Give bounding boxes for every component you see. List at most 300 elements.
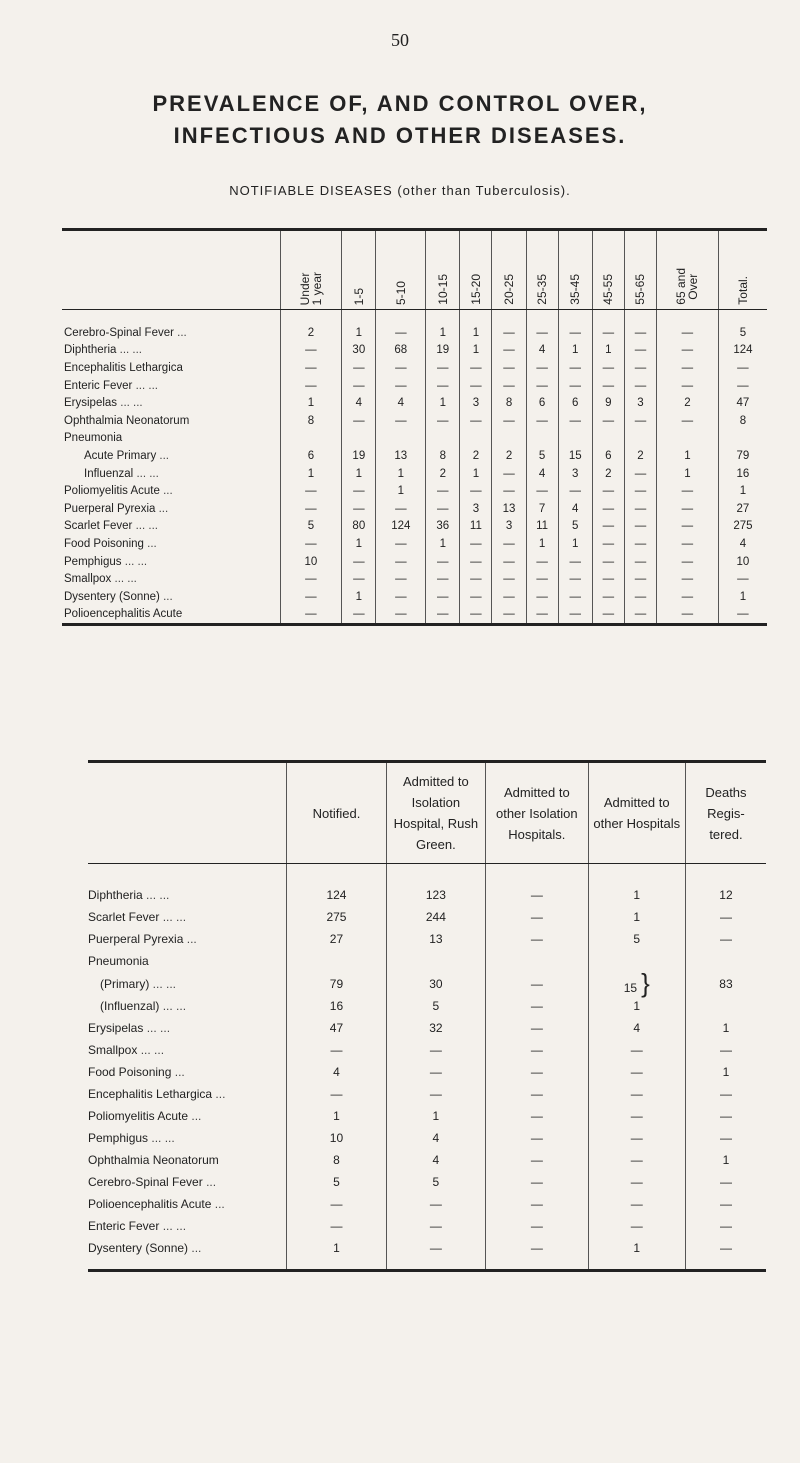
age-col-header (280, 230, 342, 310)
leader-dots: ... ... (140, 1043, 165, 1057)
table-cell: — (492, 553, 526, 571)
table-cell (486, 1083, 589, 1105)
table-cell: 8 (718, 412, 767, 430)
cell-value: 244 (425, 910, 446, 924)
table-cell (685, 1237, 766, 1271)
table-cell (685, 1149, 766, 1171)
admission-table (88, 760, 766, 1272)
table-cell: 5 (280, 518, 342, 536)
leader-dots: ... ... (119, 344, 142, 357)
table-cell (526, 430, 558, 448)
table-cell (492, 430, 526, 448)
table-cell: — (376, 570, 426, 588)
table-cell: 15 (558, 447, 592, 465)
table-cell: — (376, 588, 426, 606)
row-label: Food Poisoning (64, 537, 144, 550)
age-col-header-text: 65 and Over (674, 268, 701, 305)
cell-value: 124 (326, 888, 347, 902)
leader-dots: ... (215, 1087, 226, 1101)
table-cell: 1 (376, 482, 426, 500)
table-row (88, 1149, 766, 1171)
table-cell: — (592, 588, 624, 606)
table-cell (588, 864, 685, 907)
table-cell: — (558, 412, 592, 430)
table-cell (486, 1237, 589, 1271)
table-cell: 27 (718, 500, 767, 518)
leader-dots: ... (147, 537, 157, 550)
cell-value: 5 (633, 932, 641, 946)
table-cell (287, 972, 386, 995)
table-cell: — (492, 412, 526, 430)
row-label-cell (62, 342, 280, 360)
table-cell (386, 1237, 485, 1271)
table-cell: — (592, 377, 624, 395)
table-cell: 1 (376, 465, 426, 483)
table-cell: 5 (558, 518, 592, 536)
table-cell: — (280, 500, 342, 518)
table-cell: 11 (526, 518, 558, 536)
cell-value: — (630, 1219, 643, 1233)
cell-value: 13 (429, 932, 443, 946)
table-cell: 1 (342, 588, 376, 606)
table-cell: 4 (376, 394, 426, 412)
table-cell: — (526, 482, 558, 500)
row-label: Enteric Fever (88, 1219, 160, 1233)
table-cell: 1 (657, 465, 719, 483)
cell-value: 1 (333, 1241, 340, 1255)
leader-dots: ... ... (162, 1219, 187, 1233)
row-label: Smallpox (64, 573, 112, 586)
row-label: Acute Primary (84, 449, 157, 462)
age-col-header (718, 230, 767, 310)
row-label: Polioencephalitis Acute (88, 1197, 212, 1211)
cell-value: — (630, 1065, 643, 1079)
table-cell (685, 995, 766, 1017)
leader-dots: ... (159, 449, 170, 462)
leader-dots: ... ... (135, 520, 158, 533)
table-cell: 3 (558, 465, 592, 483)
table-cell: — (526, 412, 558, 430)
table-cell (287, 1105, 386, 1127)
table-cell: 19 (342, 447, 376, 465)
table-cell: 1 (718, 588, 767, 606)
cell-value: — (330, 1043, 343, 1057)
table-cell: 1 (426, 535, 460, 553)
cell-value: 1 (633, 888, 641, 902)
table-cell: — (280, 377, 342, 395)
row-label-cell (62, 377, 280, 395)
table-row (62, 377, 767, 395)
row-label: Pemphigus (64, 555, 122, 568)
table-row (88, 1061, 766, 1083)
table-cell: — (460, 377, 492, 395)
leader-dots: ... (191, 1109, 202, 1123)
table-cell: — (657, 535, 719, 553)
cell-value: — (530, 976, 543, 991)
table-cell: 1 (718, 482, 767, 500)
age-col-header (492, 230, 526, 310)
page-title (0, 88, 800, 152)
table-cell: — (592, 553, 624, 571)
table-cell: 2 (592, 465, 624, 483)
table-cell (386, 1193, 485, 1215)
table-cell: — (592, 500, 624, 518)
table-row (88, 1039, 766, 1061)
row-label-cell (88, 1017, 287, 1039)
table-cell: 1 (426, 394, 460, 412)
row-label-cell (62, 412, 280, 430)
cell-value: 1 (722, 1065, 730, 1079)
age-table-corner (62, 230, 280, 310)
table-cell (588, 1149, 685, 1171)
row-label: Smallpox (88, 1043, 138, 1057)
row-label: Dysentery (Sonne) (64, 590, 160, 603)
cell-value: 5 (432, 999, 440, 1013)
table-cell: — (460, 482, 492, 500)
table-cell: — (558, 377, 592, 395)
age-col-header (526, 230, 558, 310)
table-cell: 16 (718, 465, 767, 483)
cell-value: — (719, 1109, 732, 1123)
row-label-cell (88, 1193, 287, 1215)
table-cell: — (624, 359, 656, 377)
table-cell: 8 (280, 412, 342, 430)
table-cell: — (342, 412, 376, 430)
cell-value: 1 (633, 999, 641, 1013)
table-cell: — (624, 518, 656, 536)
row-label-cell (62, 359, 280, 377)
cell-value: 1 (722, 1021, 730, 1035)
row-label: Encephalitis Lethargica (64, 361, 183, 374)
row-label-cell (62, 553, 280, 571)
table-cell: 3 (460, 394, 492, 412)
row-label-cell (88, 1171, 287, 1193)
table-cell: — (624, 500, 656, 518)
table-cell: — (592, 535, 624, 553)
table-cell: 2 (426, 465, 460, 483)
table-row (62, 412, 767, 430)
leader-dots: ... ... (114, 573, 137, 586)
table-cell: 6 (592, 447, 624, 465)
table-cell: — (376, 535, 426, 553)
cell-value: — (630, 1109, 643, 1123)
table-cell: — (624, 570, 656, 588)
table-cell (386, 906, 485, 928)
table-row (62, 482, 767, 500)
table-cell: 6 (280, 447, 342, 465)
table-cell: — (624, 553, 656, 571)
table-row (88, 1083, 766, 1105)
table-cell (287, 928, 386, 950)
cell-value: — (530, 910, 543, 924)
table-cell (685, 1171, 766, 1193)
cell-value: 1 (722, 1153, 730, 1167)
table-cell (386, 1017, 485, 1039)
table-cell: — (624, 310, 656, 342)
table-cell: — (657, 342, 719, 360)
table-cell: — (280, 342, 342, 360)
table-cell: — (460, 570, 492, 588)
leader-dots: ... ... (136, 467, 159, 480)
cell-value: 1 (633, 910, 641, 924)
cell-value: 15 (623, 981, 638, 995)
table-cell: 1 (460, 465, 492, 483)
row-label: Polioencephalitis Acute (64, 608, 183, 621)
cell-value: 8 (333, 1153, 340, 1167)
table-cell (287, 1193, 386, 1215)
table-cell: 4 (558, 500, 592, 518)
table-row (62, 570, 767, 588)
admission-col-header: Admitted to Isolation Hospital, Rush Green. (386, 762, 485, 864)
row-label-cell (88, 995, 287, 1017)
cell-value: — (330, 1087, 343, 1101)
table-cell: — (280, 535, 342, 553)
table-cell: — (376, 606, 426, 625)
admission-col-header: Deaths Regis- tered. (685, 762, 766, 864)
table-cell (486, 1105, 589, 1127)
row-label: Dysentery (Sonne) (88, 1241, 189, 1255)
table-cell: — (426, 606, 460, 625)
table-cell: — (526, 359, 558, 377)
cell-value: — (530, 1197, 543, 1211)
age-col-header-text: 55-65 (633, 274, 648, 305)
table-cell: — (558, 359, 592, 377)
table-cell (685, 1127, 766, 1149)
row-label-cell (62, 465, 280, 483)
table-cell (685, 1215, 766, 1237)
table-row (88, 1017, 766, 1039)
table-cell: 6 (558, 394, 592, 412)
table-row (62, 430, 767, 448)
table-cell (486, 995, 589, 1017)
table-cell (287, 1237, 386, 1271)
table-cell (287, 1215, 386, 1237)
table-cell: — (492, 310, 526, 342)
table-cell: — (592, 518, 624, 536)
leader-dots: ... ... (151, 1131, 175, 1145)
cell-value: — (429, 1087, 442, 1101)
table-cell: 13 (376, 447, 426, 465)
table-cell: 10 (280, 553, 342, 571)
cell-value: — (630, 1153, 643, 1167)
table-row (62, 500, 767, 518)
cell-value: — (330, 1219, 343, 1233)
table-cell: 2 (492, 447, 526, 465)
age-table-header-row (62, 230, 767, 310)
cell-value: 27 (329, 932, 344, 946)
table-cell: — (657, 359, 719, 377)
table-cell: — (460, 412, 492, 430)
row-label: Diphtheria (88, 888, 143, 902)
table-row (88, 906, 766, 928)
table-cell: — (426, 359, 460, 377)
table-cell: — (376, 553, 426, 571)
table-cell (685, 864, 766, 907)
table-cell: — (460, 553, 492, 571)
table-row (62, 447, 767, 465)
table-cell: — (280, 606, 342, 625)
table-cell: — (492, 570, 526, 588)
table-cell: 275 (718, 518, 767, 536)
table-cell: — (426, 588, 460, 606)
table-cell (685, 1105, 766, 1127)
row-label-cell (88, 1149, 287, 1171)
leader-dots: ... (163, 590, 173, 603)
table-cell: — (718, 570, 767, 588)
cell-value: 275 (326, 910, 347, 924)
table-cell: — (526, 570, 558, 588)
admission-col-header: Notified. (287, 762, 386, 864)
table-cell (588, 995, 685, 1017)
age-col-header (592, 230, 624, 310)
admission-col-header: Admitted to other Hospitals (588, 762, 685, 864)
cell-value: — (530, 1153, 543, 1167)
table-cell (287, 1017, 386, 1039)
table-cell: — (592, 570, 624, 588)
age-col-header (426, 230, 460, 310)
table-cell (486, 1171, 589, 1193)
cell-value: 1 (432, 1109, 440, 1123)
row-label-cell (62, 430, 280, 448)
table-cell: 124 (376, 518, 426, 536)
table-cell: — (718, 359, 767, 377)
table-row (88, 995, 766, 1017)
table-cell (718, 430, 767, 448)
table-cell: — (460, 606, 492, 625)
cell-value: — (719, 910, 732, 924)
age-col-header-text: 20-25 (502, 274, 517, 305)
table-row (62, 394, 767, 412)
row-label-cell (62, 394, 280, 412)
row-label: Encephalitis Lethargica (88, 1087, 213, 1101)
row-label-cell (62, 588, 280, 606)
cell-value: — (719, 1131, 732, 1145)
table-cell: — (657, 518, 719, 536)
table-cell: — (342, 482, 376, 500)
table-row (88, 1215, 766, 1237)
table-cell (386, 928, 485, 950)
table-cell (386, 972, 485, 995)
table-cell (588, 1061, 685, 1083)
table-cell (657, 430, 719, 448)
table-row (88, 1171, 766, 1193)
table-cell: — (492, 482, 526, 500)
row-label: Diphtheria (64, 344, 117, 357)
table-row (88, 928, 766, 950)
cell-value: — (530, 1241, 543, 1255)
table-cell (486, 1127, 589, 1149)
table-cell: 1 (280, 465, 342, 483)
table-cell (486, 1193, 589, 1215)
table-row (62, 465, 767, 483)
table-cell: — (526, 606, 558, 625)
cell-value: — (719, 1087, 732, 1101)
row-label-cell (62, 447, 280, 465)
table-cell: 1 (526, 535, 558, 553)
age-col-header (376, 230, 426, 310)
table-cell: — (280, 359, 342, 377)
cell-value: 79 (329, 976, 344, 991)
table-cell (386, 1149, 485, 1171)
table-cell: 1 (426, 310, 460, 342)
cell-value: — (630, 1131, 643, 1145)
row-label: Poliomyelitis Acute (88, 1109, 189, 1123)
table-cell (287, 1039, 386, 1061)
table-cell: — (280, 588, 342, 606)
table-cell: — (624, 535, 656, 553)
row-label-cell (62, 500, 280, 518)
table-cell: 68 (376, 342, 426, 360)
table-cell: 3 (624, 394, 656, 412)
table-cell: — (657, 412, 719, 430)
row-label-cell (62, 310, 280, 342)
table-cell (386, 950, 485, 972)
table-cell: — (280, 570, 342, 588)
table-row (88, 1193, 766, 1215)
table-cell (685, 1061, 766, 1083)
table-cell (287, 906, 386, 928)
table-cell: 7 (526, 500, 558, 518)
table-cell: 9 (592, 394, 624, 412)
table-cell: 4 (718, 535, 767, 553)
cell-value: — (530, 1043, 543, 1057)
table-cell: — (526, 310, 558, 342)
table-cell: — (492, 377, 526, 395)
table-cell (685, 906, 766, 928)
table-cell: — (526, 588, 558, 606)
table-cell: — (624, 588, 656, 606)
table-cell (588, 906, 685, 928)
leader-dots: ... ... (162, 910, 187, 924)
cell-value: — (530, 1021, 543, 1035)
table-cell: — (492, 342, 526, 360)
cell-value: — (530, 932, 543, 946)
leader-dots: ... (163, 485, 173, 498)
leader-dots: ... ... (152, 976, 177, 991)
table-cell: — (558, 588, 592, 606)
row-label-cell (88, 1127, 287, 1149)
table-cell (386, 1039, 485, 1061)
cell-value: 32 (429, 1021, 443, 1035)
cell-value: 1 (333, 1109, 340, 1123)
table-cell (685, 1017, 766, 1039)
table-cell: — (526, 377, 558, 395)
table-cell: — (492, 588, 526, 606)
row-label-cell (88, 906, 287, 928)
table-cell: — (342, 570, 376, 588)
table-cell: 2 (624, 447, 656, 465)
table-cell (386, 995, 485, 1017)
cell-value: 10 (329, 1131, 344, 1145)
table-row (62, 535, 767, 553)
cell-value: — (530, 1065, 543, 1079)
table-cell: — (526, 553, 558, 571)
table-cell: — (624, 377, 656, 395)
table-cell: — (426, 570, 460, 588)
table-cell (588, 1127, 685, 1149)
leader-dots: ... (177, 326, 187, 339)
leader-dots: ... (206, 1175, 217, 1189)
cell-value: — (630, 1197, 643, 1211)
table-cell: 1 (460, 342, 492, 360)
table-cell (588, 1105, 685, 1127)
table-cell: 10 (718, 553, 767, 571)
table-cell (287, 1083, 386, 1105)
age-col-header-text: Total. (735, 276, 750, 305)
table-cell: — (492, 535, 526, 553)
age-col-header-text: 25-35 (535, 274, 550, 305)
table-cell: 1 (657, 447, 719, 465)
